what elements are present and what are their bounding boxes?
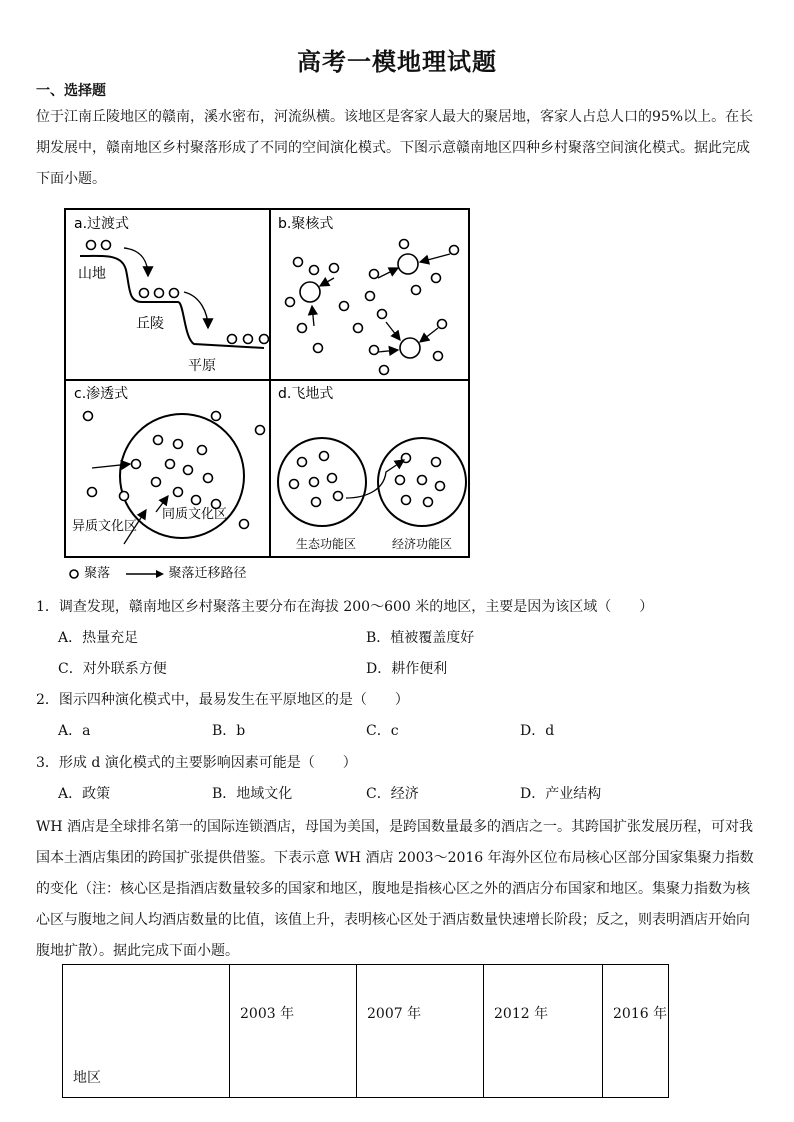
mountain-label: 山地 xyxy=(78,266,106,282)
legend-settlement-label: 聚落 xyxy=(84,566,111,581)
table-header-year: 2016 年 xyxy=(603,965,669,1098)
hotel-index-table xyxy=(62,964,669,1098)
eco-zone-label: 生态功能区 xyxy=(296,537,357,551)
homo-culture-label: 同质文化区 xyxy=(162,507,228,522)
settlement-diagram xyxy=(66,210,468,556)
figure-legend xyxy=(68,562,246,581)
settlement-figure xyxy=(64,208,470,558)
q2-option-d[interactable]: D．d xyxy=(520,723,555,739)
legend-path-label: 聚落迁移路径 xyxy=(168,566,247,581)
q2-stem: 2．图示四种演化模式中，最易发生在平原地区的是（ ） xyxy=(36,692,409,708)
panel-d-label: d.飞地式 xyxy=(278,386,334,402)
table-header-year: 2012 年 xyxy=(484,965,603,1098)
table-header-row xyxy=(63,965,669,1098)
intro-paragraph-1: 位于江南丘陵地区的赣南，溪水密布，河流纵横。该地区是客家人最大的聚居地，客家人占总人口的95%以上。在长期发展中，赣南地区乡村聚落形成了不同的空间演化模式。下图示意赣南地区四种乡村聚落空间演化模式。据此完成下面小题。 xyxy=(36,109,754,187)
q2-option-b[interactable]: B．b xyxy=(212,723,246,739)
q1-option-c[interactable]: C．对外联系方便 xyxy=(58,661,167,677)
hill-label: 丘陵 xyxy=(136,316,164,332)
q1-stem: 1．调查发现，赣南地区乡村聚落主要分布在海拔 200～600 米的地区，主要是因为该区域（ ） xyxy=(36,599,654,615)
intro-paragraph-2: WH 酒店是全球排名第一的国际连锁酒店，母国为美国，是跨国数量最多的酒店之一。其跨国扩张发展历程，可对我国本土酒店集团的跨国扩张提供借鉴。下表示意 WH 酒店 2003～2016 年海外区位布局核心区部分国家集聚力指数的变化（注：核心区是指酒店数量较多的国家和地区，腹地是指核心区之外的酒店分布国家和地区。集聚力指数为核心区与腹地之间人均酒店数量的比值，该值上升，表明核心区处于酒店数量快速增长阶段；反之，则表明酒店开始向腹地扩散）。据此完成下面小题。 xyxy=(36,819,754,959)
q2-option-a[interactable]: A．a xyxy=(58,723,91,739)
q3-option-d[interactable]: D．产业结构 xyxy=(520,786,602,802)
panel-b-label: b.聚核式 xyxy=(278,216,334,232)
econ-zone-label: 经济功能区 xyxy=(392,537,453,551)
hetero-culture-label: 异质文化区 xyxy=(72,519,138,534)
q3-option-b[interactable]: B．地域文化 xyxy=(212,786,293,802)
q3-option-a[interactable]: A．政策 xyxy=(58,786,111,802)
table-header-year: 2003 年 xyxy=(230,965,357,1098)
panel-a-label: a.过渡式 xyxy=(74,216,130,232)
table-header-region: 地区 xyxy=(63,965,230,1098)
q2-option-c[interactable]: C．c xyxy=(366,723,399,739)
q1-option-a[interactable]: A．热量充足 xyxy=(58,630,139,646)
page-title: 高考一模地理试题 xyxy=(297,48,497,76)
path-legend-icon xyxy=(124,568,164,580)
q1-option-d[interactable]: D．耕作便利 xyxy=(366,661,448,677)
q3-option-c[interactable]: C．经济 xyxy=(366,786,419,802)
panel-c-label: c.渗透式 xyxy=(74,386,129,402)
settlement-legend-icon xyxy=(68,568,80,580)
plain-label: 平原 xyxy=(188,358,216,374)
q3-stem: 3．形成 d 演化模式的主要影响因素可能是（ ） xyxy=(36,755,357,771)
section-heading: 一、选择题 xyxy=(36,83,106,99)
q1-option-b[interactable]: B．植被覆盖度好 xyxy=(366,630,475,646)
table-header-year: 2007 年 xyxy=(357,965,484,1098)
